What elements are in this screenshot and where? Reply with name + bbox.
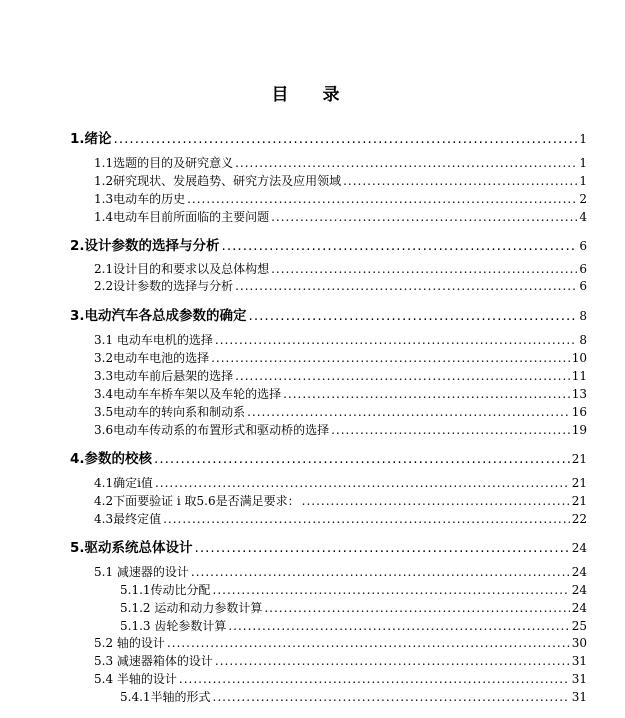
toc-leader-dots [215, 654, 570, 668]
toc-entry-page-number: 6 [579, 279, 587, 293]
toc-leader-dots [283, 387, 570, 401]
toc-entry[interactable] [94, 331, 587, 348]
toc-entry-page-number: 1 [579, 156, 587, 170]
toc-entry-title: 5.1.3 齿轮参数计算 [120, 619, 227, 633]
toc-leader-dots [154, 451, 570, 467]
toc-entry[interactable] [70, 304, 587, 324]
toc-leader-dots [114, 131, 578, 147]
toc-entry-page-number: 6 [579, 239, 587, 253]
toc-entry-page-number: 4 [579, 210, 587, 224]
toc-entry[interactable] [94, 670, 587, 687]
toc-entry-page-number: 31 [571, 654, 587, 668]
toc-leader-dots [215, 333, 577, 347]
toc-leader-dots [163, 512, 570, 526]
toc-leader-dots [247, 405, 570, 419]
toc-entry-title: 5.驱动系统总体设计 [70, 540, 193, 556]
toc-entry[interactable] [70, 536, 587, 556]
toc-entry[interactable] [94, 634, 587, 651]
toc-leader-dots [167, 636, 570, 650]
toc-leader-dots [271, 262, 577, 276]
toc-entry[interactable] [94, 421, 587, 438]
toc-entry-page-number: 24 [571, 541, 587, 555]
toc-entry-title: 2.2设计参数的选择与分析 [94, 279, 234, 293]
toc-entry[interactable] [120, 581, 587, 598]
toc-entry-page-number: 25 [571, 619, 587, 633]
toc-leader-dots [222, 238, 578, 254]
toc-entry-page-number: 1 [579, 174, 587, 188]
toc-entry[interactable] [94, 652, 587, 669]
toc-entry-title: 5.1.2 运动和动力参数计算 [120, 601, 263, 615]
toc-entry-title: 3.6电动车传动系的布置形式和驱动桥的选择 [94, 423, 330, 437]
toc-entry[interactable] [94, 277, 587, 294]
toc-entry-page-number: 31 [571, 672, 587, 686]
toc-entry[interactable] [70, 234, 587, 254]
toc-leader-dots [271, 210, 577, 224]
toc-leader-dots [264, 601, 569, 615]
toc-entry-title: 1.2研究现状、发展趋势、研究方法及应用领域 [94, 174, 342, 188]
toc-leader-dots [302, 494, 570, 508]
toc-entry-title: 5.1 减速器的设计 [94, 565, 189, 579]
toc-entry[interactable] [94, 172, 587, 189]
toc-entry-title: 5.2 轴的设计 [94, 636, 165, 650]
toc-entry-title: 3.3电动车前后悬架的选择 [94, 369, 234, 383]
toc-entry-title: 4.参数的校核 [70, 451, 153, 467]
toc-entry-page-number: 30 [571, 636, 587, 650]
toc-entry[interactable] [94, 367, 587, 384]
toc-entry-page-number: 21 [571, 452, 587, 466]
toc-entry-title: 1.3电动车的历史 [94, 192, 186, 206]
toc-entry[interactable] [120, 688, 587, 705]
toc-entry-page-number: 24 [571, 601, 587, 615]
toc-leader-dots [213, 690, 570, 704]
toc-leader-dots [191, 565, 570, 579]
page-title: 目 录 [271, 85, 354, 105]
toc-entry-page-number: 19 [571, 423, 587, 437]
toc-entry-title: 4.1确定i值 [94, 476, 153, 490]
toc-leader-dots [211, 351, 570, 365]
toc-entry-page-number: 8 [579, 309, 587, 323]
toc-entry-title: 5.4 半轴的设计 [94, 672, 177, 686]
toc-entry-page-number: 1 [579, 132, 587, 146]
toc-entry-page-number: 22 [571, 512, 587, 526]
toc-entry-page-number: 2 [579, 192, 587, 206]
toc-leader-dots [343, 174, 577, 188]
toc-entry-page-number: 31 [571, 690, 587, 704]
toc-entry-title: 4.3最终定值 [94, 512, 162, 526]
toc-leader-dots [249, 308, 578, 324]
toc-entry-title: 3.5电动车的转向系和制动系 [94, 405, 246, 419]
toc-entry-title: 1.1选题的目的及研究意义 [94, 156, 234, 170]
toc-entry-page-number: 21 [571, 494, 587, 508]
toc-entry[interactable] [94, 510, 587, 527]
toc-entry[interactable] [94, 154, 587, 171]
toc-entry[interactable] [94, 385, 587, 402]
toc-leader-dots [213, 583, 570, 597]
toc-entry[interactable] [94, 349, 587, 366]
toc-leader-dots [228, 619, 569, 633]
toc-entry-page-number: 8 [579, 333, 587, 347]
toc-leader-dots [195, 540, 570, 556]
toc-entry[interactable] [94, 563, 587, 580]
toc-entry-title: 2.1设计目的和要求以及总体构想 [94, 262, 270, 276]
toc-entry[interactable] [94, 492, 587, 509]
toc-entry-title: 3.2电动车电池的选择 [94, 351, 210, 365]
toc-leader-dots [235, 369, 570, 383]
toc-entry-page-number: 11 [571, 369, 587, 383]
toc-leader-dots [155, 476, 570, 490]
toc-entry[interactable] [94, 208, 587, 225]
toc-entry[interactable] [94, 190, 587, 207]
toc-entry-page-number: 13 [571, 387, 587, 401]
toc-entry-title: 5.4.1半轴的形式 [120, 690, 211, 704]
toc-entry[interactable] [94, 260, 587, 277]
toc-entry-title: 3.4电动车车桥车架以及车轮的选择 [94, 387, 282, 401]
toc-leader-dots [187, 192, 577, 206]
toc-entry-page-number: 21 [571, 476, 587, 490]
toc-entry-title: 1.绪论 [70, 131, 112, 147]
toc-leader-dots [179, 672, 570, 686]
toc-leader-dots [331, 423, 570, 437]
toc-entry-page-number: 24 [571, 583, 587, 597]
toc-entry-page-number: 6 [579, 262, 587, 276]
toc-entry[interactable] [70, 127, 587, 147]
toc-entry-title: 4.2下面要验证 i 取5.6是否满足要求： [94, 494, 300, 508]
toc-entry-page-number: 10 [571, 351, 587, 365]
toc-entry-title: 5.3 减速器箱体的设计 [94, 654, 213, 668]
toc-entry[interactable] [94, 403, 587, 420]
toc-entry-title: 1.4电动车目前所面临的主要问题 [94, 210, 270, 224]
toc-entry-title: 3.1 电动车电机的选择 [94, 333, 213, 347]
toc-entry[interactable] [94, 474, 587, 491]
toc-entry-page-number: 24 [571, 565, 587, 579]
toc-entry-title: 2.设计参数的选择与分析 [70, 238, 220, 254]
toc-entry[interactable] [120, 617, 587, 634]
toc-entry[interactable] [120, 599, 587, 616]
toc-leader-dots [235, 279, 577, 293]
toc-entry[interactable] [70, 447, 587, 467]
toc-entry-title: 5.1.1传动比分配 [120, 583, 211, 597]
toc-leader-dots [235, 156, 577, 170]
toc-entry-title: 3.电动汽车各总成参数的确定 [70, 308, 247, 324]
toc-entry-page-number: 16 [571, 405, 587, 419]
